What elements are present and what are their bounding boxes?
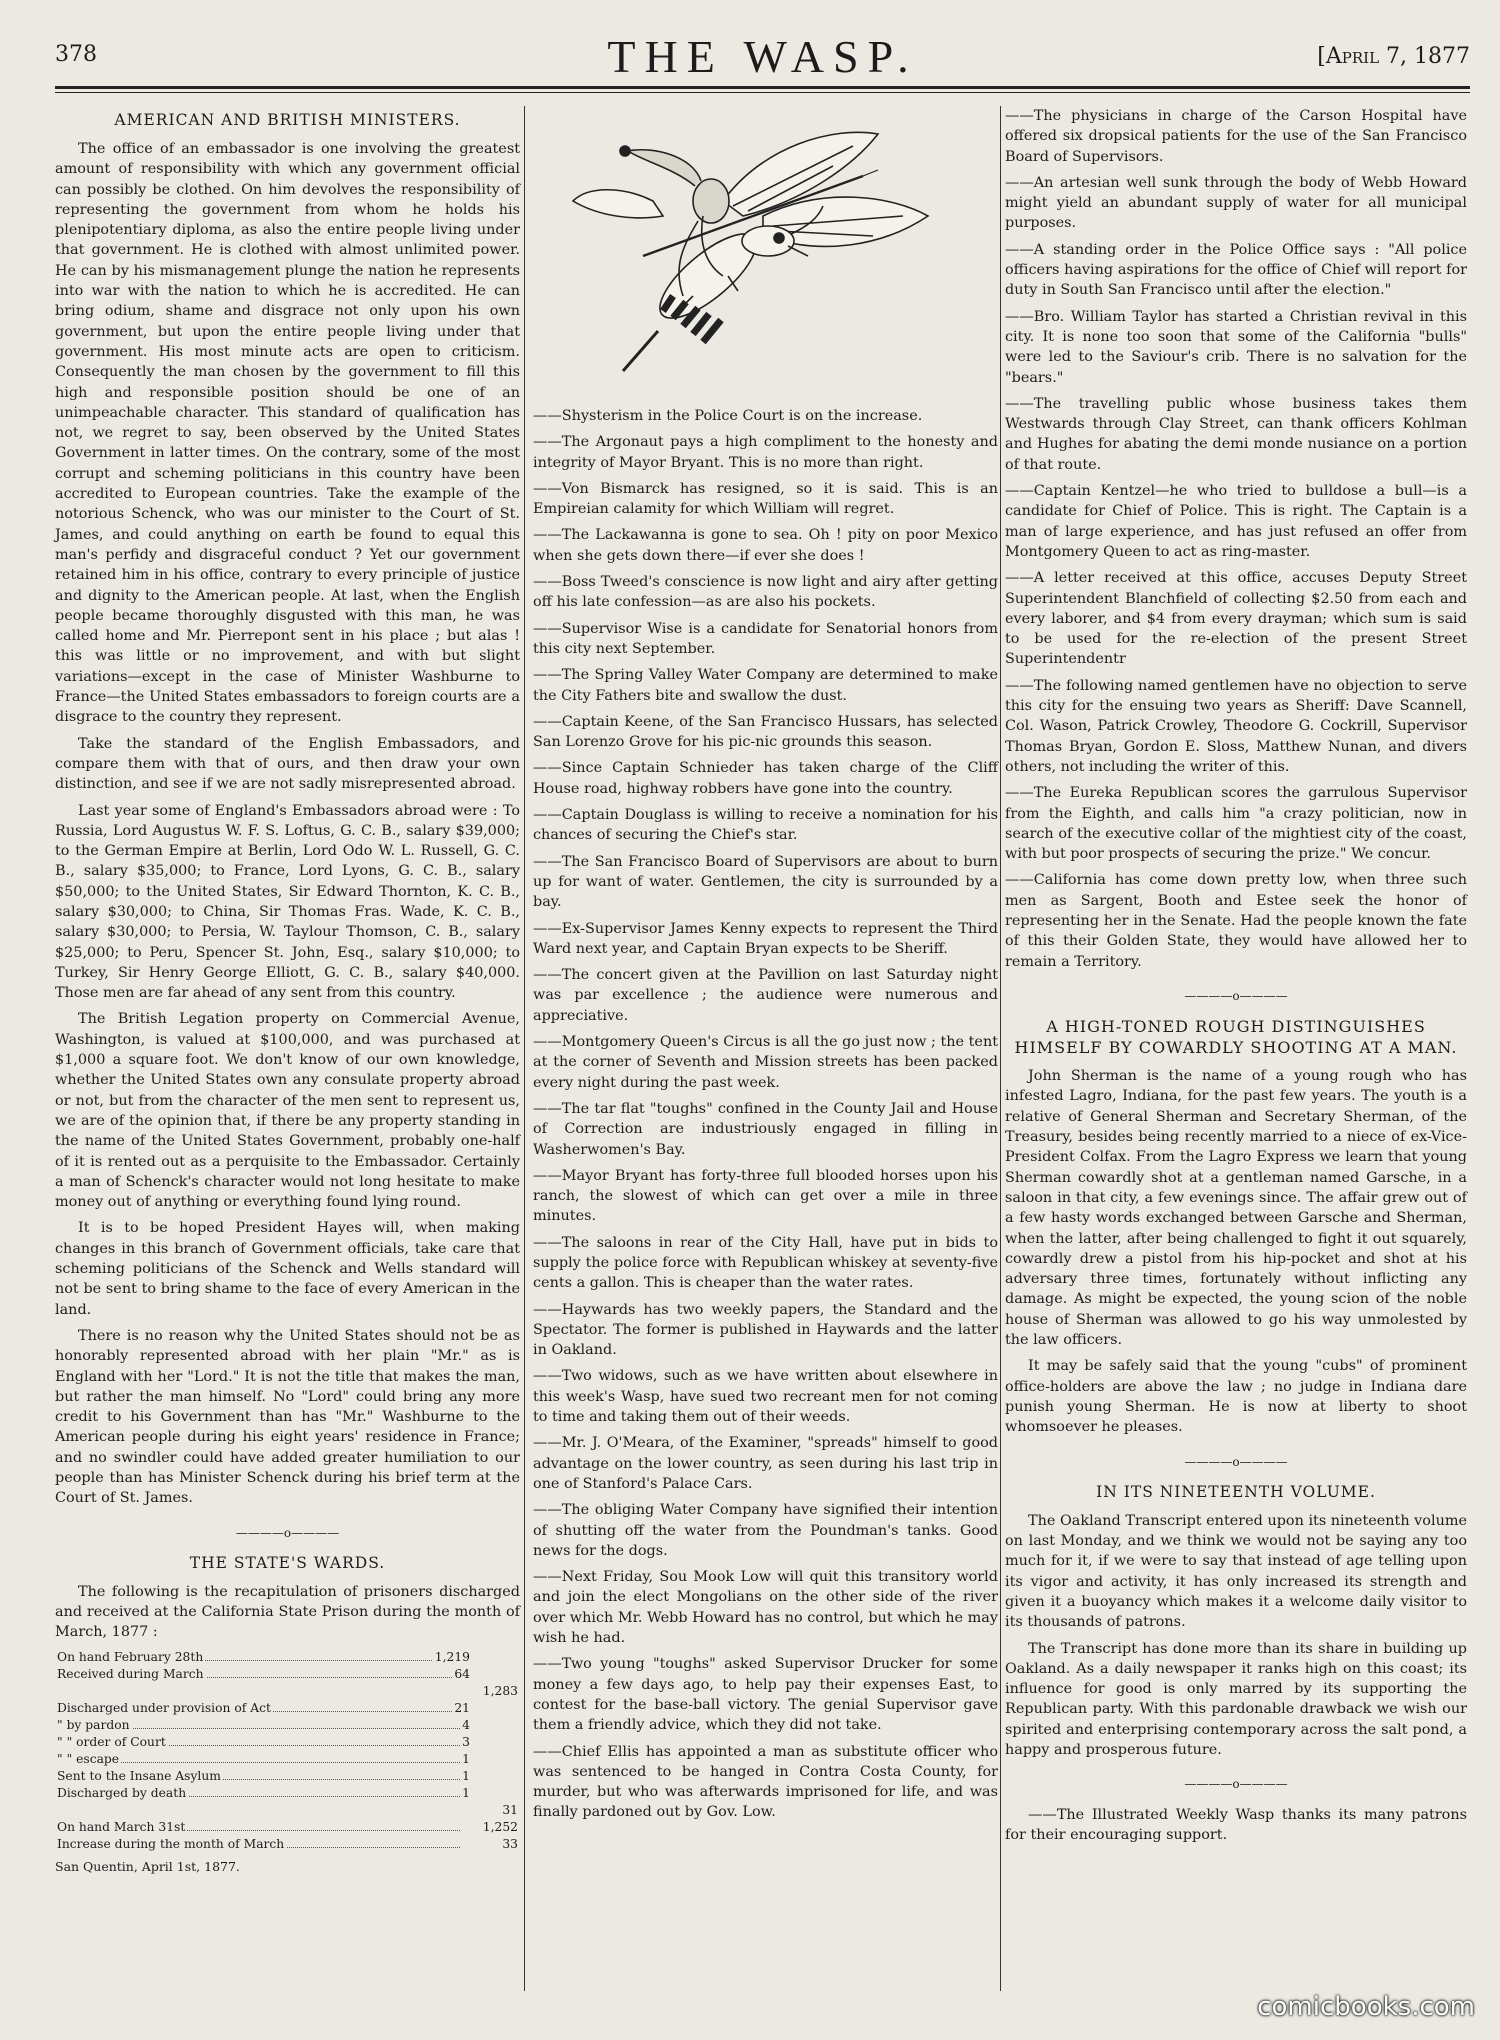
table-cell-value: 21 [454, 1700, 470, 1715]
news-item: ——Montgomery Queen's Circus is all the go just now ; the tent at the corner of Seventh and Mission streets has been packed every night during the past week. [533, 1034, 998, 1091]
news-item: ——The obliging Water Company have signified their intention of shutting off the water from the Poundman's tanks. Good news for the dogs. [533, 1502, 998, 1559]
table-cell-total: 33 [502, 1836, 518, 1851]
news-item: ——The following named gentlemen have no objection to serve this city for the ensuing two years as Sheriff: Dave Scannell, Col. Wason, Patrick Crowley, Theodore G. Cockrill, Supervisor Thomas Bryan, Gordon E. Sloss, Matthew Nunan, and divers others, not including the writer of this. [1005, 677, 1467, 775]
table-row [55, 1700, 520, 1717]
article-paragraph: The Transcript has done more than its share in building up Oakland. As a daily newspaper it ranks high on this coast; its influence for good is only marred by its supporting the Republican party. With this pardonable drawback we wish our spirited and enterprising contemporary across the salt pond, a happy and prosperous future. [1005, 1640, 1467, 1759]
news-item: ——Next Friday, Sou Mook Low will quit this transitory world and join the elect Mongolians on the other side of the river over which Mr. Webb Howard has no control, but which he may wish he had. [533, 1569, 998, 1647]
article-paragraph: ——The Illustrated Weekly Wasp thanks its many patrons for their encouraging support. [1005, 1806, 1467, 1843]
news-item: ——Haywards has two weekly papers, the Standard and the Spectator. The former is published in Haywards and the latter in Oakland. [533, 1301, 998, 1359]
table-cell-value: 4 [462, 1717, 470, 1732]
news-item: ——Captain Keene, of the San Francisco Hussars, has selected San Lorenzo Grove for his pic-nic grounds this season. [533, 713, 998, 751]
news-items-right [1005, 106, 1467, 972]
news-item: ——Chief Ellis has appointed a man as substitute officer who was sentenced to be hanged in Contra Costa County, for murder, but who was afterwards imprisoned for life, and was finally pardoned out by Gov. Low. [533, 1743, 998, 1821]
news-item: ——The travelling public whose business takes them Westwards through Clay Street, can thank officers Kohlman and Hughes for abating the demi monde nusiance on a portion of that route. [1005, 395, 1467, 473]
section-separator: ————o———— [1184, 1777, 1288, 1792]
table-cell-label: On hand March 31st [57, 1819, 186, 1834]
article-paragraph: The Oakland Transcript entered upon its nineteenth volume on last Monday, and we think we would not be saying any too much for it, if we were to say that instead of age telling upon its vigor and activity, it has only increased its strength and given it a buoyancy which makes it a welcome daily visitor to its thousands of patrons. [1005, 1512, 1467, 1631]
table-row [55, 1683, 520, 1700]
news-item: ——Since Captain Schnieder has taken charge of the Cliff House road, highway robbers have gone into the country. [533, 760, 998, 797]
table-cell-value: 1,219 [434, 1649, 470, 1664]
table-row [55, 1819, 520, 1836]
news-item: ——Mr. J. O'Meara, of the Examiner, "spreads" himself to good advantage on the lower country, as seen during his last trip in one of Stanford's Palace Cars. [533, 1435, 998, 1492]
table-row [55, 1768, 520, 1785]
section-separator: ————o———— [1184, 1454, 1288, 1469]
news-item: ——Ex-Supervisor James Kenny expects to represent the Third Ward next year, and Captain Bryan expects to be Sheriff. [533, 920, 998, 957]
article-heading: THE STATE'S WARDS. [189, 1553, 386, 1572]
article-heading: IN ITS NINETEENTH VOLUME. [1096, 1482, 1376, 1501]
table-cell-label: Discharged by death [57, 1785, 187, 1800]
section-separator: ————o———— [235, 1525, 340, 1540]
table-cell-label: " by pardon [57, 1717, 130, 1732]
column-divider [524, 106, 525, 1991]
header-rule-thin [55, 92, 1470, 93]
news-item: ——The concert given at the Pavillion on last Saturday night was par excellence ; the audience were numerous and appreciative. [533, 967, 998, 1024]
article-paragraph: Take the standard of the English Embassadors, and compare them with that of ours, and then draw your own distinction, and see if we are not sadly misrepresented abroad. [55, 735, 520, 793]
table-row [55, 1666, 520, 1683]
prison-table [55, 1649, 520, 1853]
news-item: ——Supervisor Wise is a candidate for Senatorial honors from this city next September. [533, 620, 998, 657]
table-row [55, 1649, 520, 1666]
table-row [55, 1836, 520, 1853]
table-cell-total: 1,283 [482, 1683, 518, 1698]
news-item: ——The San Francisco Board of Supervisors are about to burn up for want of water. Gentlemen, the city is surrounded by a bay. [533, 853, 998, 911]
wasp-rider-illustration [533, 106, 998, 396]
news-item: ——Bro. William Taylor has started a Christian revival in this city. It is none too soon that some of the California "bulls" were led to the Saviour's crib. There is no salvation for the "bears." [1005, 308, 1467, 386]
news-item: ——The Eureka Republican scores the garrulous Supervisor from the Eighth, and calls him "a crazy politician, now in search of the executive collar of the mightiest city of the coast, with but poor prospects of securing the prize." We concur. [1005, 785, 1467, 863]
news-item: ——Boss Tweed's conscience is now light and airy after getting off his late confession—as are also his pockets. [533, 574, 998, 611]
column-middle [533, 106, 998, 1829]
news-item: ——California has come down pretty low, when three such men as Sargent, Booth and Estee seek the honor of representing her in the Senate. Had the people known the fate of this their Golden State, they would have allowed her to remain a Territory. [1005, 872, 1467, 970]
column-left [55, 106, 520, 1877]
news-item: ——The Spring Valley Water Company are determined to make the City Fathers bite and swallow the dust. [533, 667, 998, 704]
news-items-middle [533, 406, 998, 1823]
column-divider [1000, 106, 1001, 1991]
article-paragraph: Last year some of England's Embassadors abroad were : To Russia, Lord Augustus W. F. S. Loftus, G. C. B., salary $39,000; to the German Empire at Berlin, Lord Odo W. L. Russell, G. C. B., salary $35,000; to France, Lord Lyons, G. C. B., salary $50,000; to the United States, Sir Edward Thornton, K. C. B., salary $30,000; to China, Sir Thomas Fras. Wade, K. C. B., salary $30,000; to Persia, W. Taylour Thomson, C. B., salary $25,000; to Peru, Spencer St. John, Esq., salary $10,000; to Turkey, Sir Henry George Elliott, G. C. B., salary $40,000. Those men are far ahead of any sent from this country. [55, 802, 520, 1002]
watermark: comicbooks.com [1257, 1992, 1475, 2022]
news-item: ——The Lackawanna is gone to sea. Oh ! pity on poor Mexico when she gets down there—if ever she does ! [533, 527, 998, 564]
news-item: ——A standing order in the Police Office says : "All police officers having aspirations for the office of Chief will report for duty in South San Francisco until after the election." [1005, 241, 1467, 299]
news-item: ——Shysterism in the Police Court is on the increase. [533, 408, 923, 424]
article-paragraph: The British Legation property on Commercial Avenue, Washington, is valued at $100,000, and was purchased at $1,000 a square foot. We don't know of our own knowledge, whether the United States own any consulate property abroad or not, but from the character of the men sent to represent us, we are of the opinion that, if there be any property standing in the name of the United States Government, probably one-half of it is rented out as a perquisite to the Embassador. Certainly a man of Schenck's character would not long hesitate to make money out of anything or everything found lying round. [55, 1011, 520, 1211]
table-cell-label: Sent to the Insane Asylum [57, 1768, 221, 1783]
table-row [55, 1717, 520, 1734]
article-paragraph: The office of an embassador is one involving the greatest amount of responsibility with which any government official can possibly be clothed. On him devolves the responsibility of representing the government from whom he holds his plenipotentiary diploma, as also the entire people living under that government. He is clothed with almost unlimited power. He can by his mismanagement plunge the nation he represents into war with the nation to which he is accredited. He can bring odium, shame and disgrace not only upon his own government, but upon the entire people living under that government. His most minute acts are open to criticism. Consequently the man chosen by the government to fill this high and responsible position should be one of an unimpeachable character. This standard of qualification has not, we regret to say, been observed by the United States Government in latter times. On the contrary, some of the most corrupt and scheming politicians in this country have been accredited to European countries. Take the example of the notorious Schenck, who was our minister to the Court of St. James, and could anything on earth be found to equal this man's perfidy and disgraceful conduct ? Yet our government retained him in his office, contrary to every principle of justice and dignity to the American people. At last, when the English people became thoroughly disgusted with this man, he was called home and Mr. Pierrepont sent in his place ; but alas ! this was little or no improvement, and with but slight variations—except in the case of Minister Washburne to France—the United States embassadors to foreign courts are a disgrace to the country they represent. [55, 141, 520, 726]
table-cell-label: On hand February 28th [57, 1649, 204, 1664]
issue-date: [April 7, 1877 [1317, 44, 1470, 69]
table-cell-value: 1 [462, 1751, 470, 1766]
page-number: 378 [55, 42, 97, 67]
table-cell-value: 1 [462, 1785, 470, 1800]
news-item: ——A letter received at this office, accuses Deputy Street Superintendent Blanchfield of collecting $2.50 from each and every laborer, and $4 from every drayman; which sum is said to be used for the re-election of the present Street Superintendentr [1005, 570, 1467, 668]
table-note: San Quentin, April 1st, 1877. [55, 1858, 240, 1874]
section-separator: ————o———— [1184, 988, 1288, 1003]
article-paragraph: John Sherman is the name of a young rough who has infested Lagro, Indiana, for the past few years. The youth is a relative of General Sherman and Secretary Sherman, of the Treasury, besides being recently married to a niece of ex-Vice-President Colfax. From the Lagro Express we learn that young Sherman cowardly shot at a gentleman named Garsche, in a saloon in that city, a few evenings since. The affair grew out of a few hasty words exchanged between Garsche and Sherman, when the latter, after being challenged to fight it out squarely, cowardly drew a pistol from his hip-pocket and shot at his adversary three times, fortunately without inflicting any damage. As might be expected, the young scion of the noble house of Sherman was allowed to go his way unmolested by the law officers. [1005, 1068, 1467, 1349]
table-row [55, 1751, 520, 1768]
news-item: ——An artesian well sunk through the body of Webb Howard might yield an abundant supply of water for all municipal purposes. [1005, 174, 1467, 232]
news-item: ——Captain Kentzel—he who tried to bulldose a bull—is a candidate for Chief of Police. This is right. The Captain is a man of large experience, and has just refused an offer from Montgomery Queen to act as ring-master. [1005, 483, 1467, 560]
table-cell-label: " " order of Court [57, 1734, 166, 1749]
news-item: ——Two widows, such as we have written about elsewhere in this week's Wasp, have sued two recreant men for not coming to time and taking them out of their weeds. [533, 1368, 998, 1426]
news-item: ——The Argonaut pays a high compliment to the honesty and integrity of Mayor Bryant. This is no more than right. [533, 434, 998, 471]
table-cell-label: Received during March [57, 1666, 204, 1681]
news-item: ——The saloons in rear of the City Hall, have put in bids to supply the police force with Republican whiskey at seventy-five cents a gallon. This is cheaper than the water rates. [533, 1234, 998, 1292]
news-item: ——Mayor Bryant has forty-three full blooded horses upon his ranch, the slowest of which can get over a mile in three minutes. [533, 1167, 998, 1225]
table-cell-value: 3 [462, 1734, 470, 1749]
table-cell-label: Discharged under provision of Act [57, 1700, 271, 1715]
table-cell-value: 1 [462, 1768, 470, 1783]
article-paragraph: There is no reason why the United States should not be as honorably represented abroad with her plain "Mr." as is England with her "Lord." It is not the title that makes the man, but rather the man himself. No "Lord" could bring any more credit to his Government than has "Mr." Washburne to the American people during his eight years' residence in France; and no swindler could have added greater humiliation to our people than has Minister Schenck during his brief term at the Court of St. James. [55, 1327, 520, 1507]
article-paragraph: The following is the recapitulation of prisoners discharged and received at the California State Prison during the month of March, 1877 : [55, 1583, 520, 1641]
table-cell-total: 1,252 [482, 1819, 518, 1834]
news-item: ——Two young "toughs" asked Supervisor Drucker for some money a few days ago, to help pay their expenses East, to contest for the base-ball victory. The genial Supervisor gave them a friendly advice, which they did not take. [533, 1656, 998, 1734]
news-item: ——The tar flat "toughs" confined in the County Jail and House of Correction are industriously engaged in filling in Washerwomen's Bay. [533, 1100, 998, 1158]
table-cell-value: 64 [454, 1666, 470, 1681]
table-cell-total: 31 [502, 1802, 518, 1817]
table-row [55, 1785, 520, 1802]
table-cell-label: " " escape [57, 1751, 120, 1766]
article-heading: A HIGH-TONED ROUGH DISTINGUISHES HIMSELF BY COWARDLY SHOOTING AT A MAN. [1014, 1017, 1458, 1058]
masthead: THE WASP. [607, 31, 918, 82]
article-heading: AMERICAN AND BRITISH MINISTERS. [114, 111, 461, 129]
table-row [55, 1734, 520, 1751]
article-paragraph: It may be safely said that the young "cubs" of prominent office-holders are above the law ; no judge in Indiana dare punish young Sherman. He is now at liberty to shoot whomsoever he pleases. [1005, 1358, 1467, 1436]
news-item: ——The physicians in charge of the Carson Hospital have offered six dropsical patients for the use of the San Francisco Board of Supervisors. [1005, 108, 1467, 165]
table-row [55, 1802, 520, 1819]
news-item: ——Captain Douglass is willing to receive a nomination for his chances of securing the Chief's star. [533, 807, 998, 844]
news-item: ——Von Bismarck has resigned, so it is said. This is an Empireian calamity for which William will regret. [533, 480, 998, 518]
table-cell-label: Increase during the month of March [57, 1836, 285, 1851]
column-right [1005, 106, 1467, 1851]
page-header [55, 30, 1470, 80]
header-rule [55, 86, 1470, 89]
article-paragraph: It is to be hoped President Hayes will, when making changes in this branch of Government officials, take care that scheming politicians of the Schenck and Wells standard will not be sent to bring shame to the face of every American in the land. [55, 1220, 520, 1318]
